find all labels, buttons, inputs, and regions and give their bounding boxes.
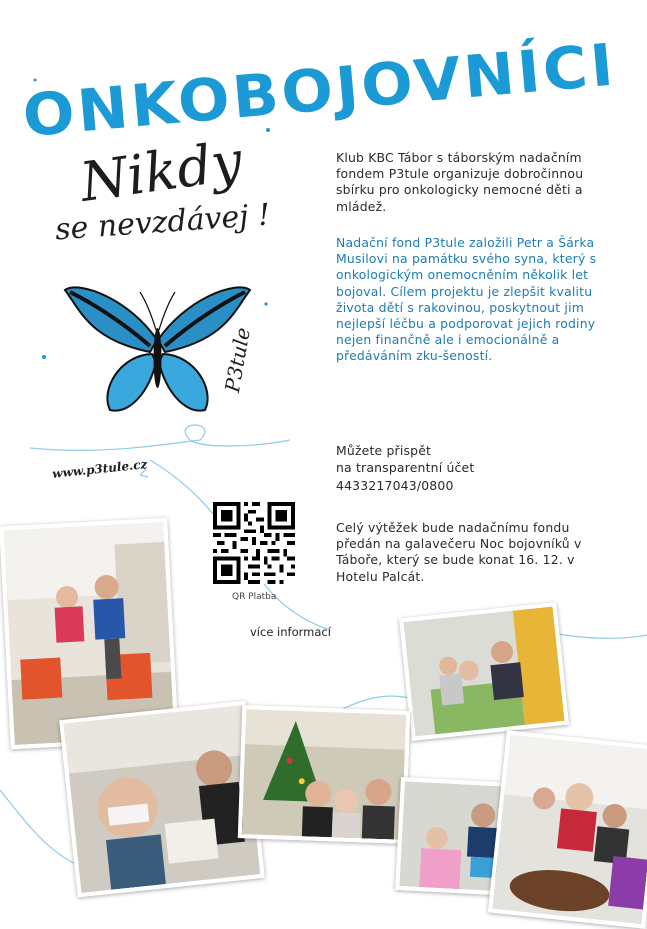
photo-selfie-with-baby <box>59 701 265 898</box>
qr-code[interactable] <box>213 502 295 584</box>
more-info-link[interactable]: více informací <box>250 625 331 639</box>
slogan-line1: Nikdy <box>76 129 246 214</box>
signature: P3tule <box>220 325 255 395</box>
website-text: www.p3tule.cz <box>51 457 148 481</box>
photo-party-cake <box>488 730 647 929</box>
photo-christmas-tree <box>238 705 411 844</box>
contribute-line1: Můžete přispět <box>336 443 432 458</box>
gala-paragraph: Celý výtěžek bude nadačnímu fondu předán na galavečeru Noc bojovníků v Táboře, který se bude konat 16. 12. v Hotelu Palcát. <box>336 520 582 584</box>
qr-caption: QR Platba <box>232 592 277 602</box>
bank-account[interactable]: 4433217043/0800 <box>336 478 454 493</box>
slogan-line2: se nevzdávej ! <box>54 197 272 248</box>
foundation-paragraph: Nadační fond P3tule založili Petr a Šárka Musilovi na památku svého syna, který s onkologickým onemocněním několik let bojoval. Cílem projektu je zlepšit kvalitu života dětí s rakovinou, poskytnout jim nejlepší léčbu a podporovat jejich rodiny nejen finančně ale i emocionálně a předáváním zku-šeností. <box>336 235 597 364</box>
title-text: ONKOBOJOVNÍCI <box>22 32 595 150</box>
title-banner <box>22 30 632 150</box>
intro-paragraph: Klub KBC Tábor s táborským nadačním fondem P3tule organizuje dobročinnou sbírku pro onkologicky nemocné děti a mládež. <box>336 150 584 214</box>
contribute-line2: na transparentní účet <box>336 460 475 475</box>
photo-hospital-bed-group <box>399 602 569 741</box>
